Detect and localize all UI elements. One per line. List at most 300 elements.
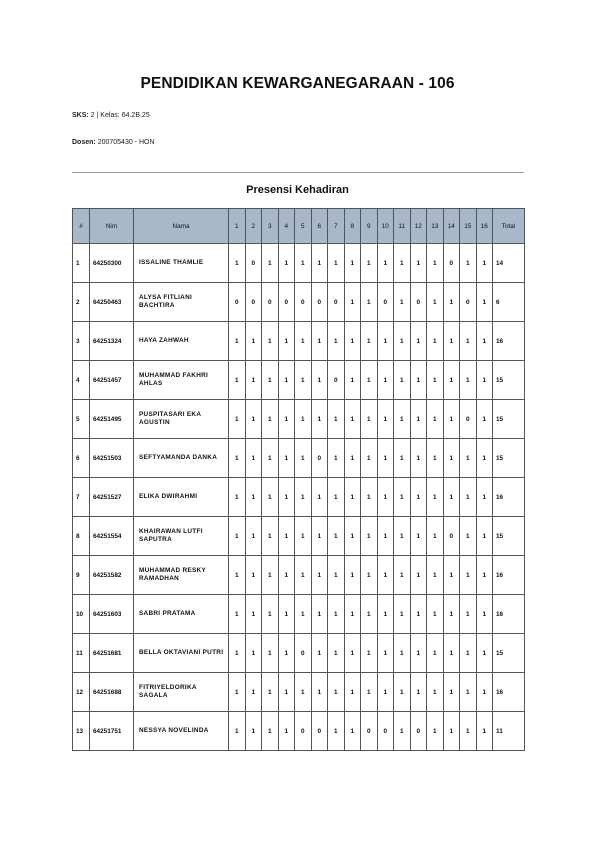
row-number: 1 [73, 244, 90, 283]
attendance-mark: 1 [245, 439, 262, 478]
attendance-mark: 1 [476, 400, 493, 439]
attendance-mark: 1 [377, 244, 394, 283]
attendance-mark: 1 [377, 595, 394, 634]
dosen-label: Dosen: [72, 139, 96, 146]
attendance-mark: 1 [410, 361, 427, 400]
attendance-mark: 1 [328, 556, 345, 595]
attendance-mark: 1 [460, 517, 477, 556]
attendance-mark: 1 [443, 283, 460, 322]
student-name: HAYA ZAHWAH [134, 322, 229, 361]
attendance-mark: 1 [344, 517, 361, 556]
attendance-mark: 1 [328, 439, 345, 478]
attendance-mark: 1 [229, 712, 246, 751]
page-title: PENDIDIKAN KEWARGANEGARAAN - 106 [140, 75, 455, 92]
attendance-mark: 1 [476, 712, 493, 751]
attendance-mark: 0 [361, 712, 378, 751]
attendance-mark: 1 [344, 712, 361, 751]
attendance-mark: 1 [328, 322, 345, 361]
attendance-mark: 1 [410, 517, 427, 556]
attendance-mark: 1 [311, 361, 328, 400]
attendance-mark: 1 [377, 322, 394, 361]
row-number: 6 [73, 439, 90, 478]
column-header: Total [493, 209, 525, 244]
attendance-mark: 1 [311, 595, 328, 634]
attendance-total: 15 [493, 361, 525, 400]
attendance-mark: 1 [344, 439, 361, 478]
attendance-total: 15 [493, 517, 525, 556]
attendance-total: 14 [493, 244, 525, 283]
table-row [73, 595, 525, 634]
student-name: NESSYA NOVELINDA [134, 712, 229, 751]
attendance-total: 16 [493, 478, 525, 517]
row-number: 12 [73, 673, 90, 712]
attendance-mark: 1 [377, 400, 394, 439]
attendance-total: 15 [493, 400, 525, 439]
attendance-mark: 1 [394, 556, 411, 595]
attendance-mark: 1 [295, 322, 312, 361]
attendance-mark: 1 [262, 517, 279, 556]
table-row [73, 244, 525, 283]
attendance-mark: 1 [427, 556, 444, 595]
attendance-mark: 0 [443, 244, 460, 283]
column-header: 3 [262, 209, 279, 244]
row-number: 10 [73, 595, 90, 634]
attendance-mark: 0 [295, 283, 312, 322]
attendance-mark: 1 [361, 244, 378, 283]
dosen-value: 200705430 - HON [97, 139, 155, 146]
attendance-mark: 1 [394, 634, 411, 673]
attendance-mark: 1 [377, 556, 394, 595]
attendance-mark: 1 [229, 361, 246, 400]
lecturer-info [72, 139, 155, 146]
row-number: 2 [73, 283, 90, 322]
column-header: 6 [311, 209, 328, 244]
attendance-mark: 1 [344, 283, 361, 322]
table-row [73, 400, 525, 439]
student-name: SABRI PRATAMA [134, 595, 229, 634]
attendance-mark: 1 [361, 283, 378, 322]
row-number: 8 [73, 517, 90, 556]
attendance-mark: 1 [311, 634, 328, 673]
attendance-mark: 1 [311, 556, 328, 595]
attendance-mark: 1 [443, 556, 460, 595]
attendance-mark: 1 [328, 712, 345, 751]
attendance-mark: 1 [344, 556, 361, 595]
attendance-mark: 1 [427, 634, 444, 673]
student-name: MUHAMMAD RESKY RAMADHAN [134, 556, 229, 595]
student-name: BELLA OKTAVIANI PUTRI [134, 634, 229, 673]
column-header: 12 [410, 209, 427, 244]
attendance-mark: 1 [245, 400, 262, 439]
column-header: 8 [344, 209, 361, 244]
attendance-mark: 1 [278, 400, 295, 439]
attendance-mark: 1 [427, 244, 444, 283]
attendance-mark: 1 [443, 595, 460, 634]
attendance-mark: 1 [344, 634, 361, 673]
attendance-table [72, 208, 525, 751]
student-nim: 64251688 [90, 673, 134, 712]
attendance-mark: 1 [443, 478, 460, 517]
attendance-mark: 1 [460, 712, 477, 751]
table-row [73, 517, 525, 556]
attendance-mark: 1 [460, 634, 477, 673]
row-number: 7 [73, 478, 90, 517]
attendance-mark: 1 [394, 517, 411, 556]
attendance-mark: 1 [394, 673, 411, 712]
section-title: Presensi Kehadiran [246, 184, 349, 196]
attendance-mark: 1 [229, 556, 246, 595]
attendance-mark: 0 [460, 400, 477, 439]
attendance-mark: 1 [278, 244, 295, 283]
attendance-mark: 1 [427, 322, 444, 361]
sks-label: SKS: [72, 112, 89, 119]
attendance-mark: 1 [344, 595, 361, 634]
attendance-mark: 1 [377, 439, 394, 478]
attendance-mark: 0 [311, 439, 328, 478]
attendance-mark: 1 [229, 439, 246, 478]
column-header: 5 [295, 209, 312, 244]
table-row [73, 322, 525, 361]
attendance-mark: 1 [295, 556, 312, 595]
attendance-mark: 1 [295, 595, 312, 634]
attendance-total: 16 [493, 595, 525, 634]
attendance-mark: 1 [460, 556, 477, 595]
table-body [73, 244, 525, 751]
attendance-mark: 1 [344, 673, 361, 712]
attendance-mark: 1 [344, 478, 361, 517]
attendance-mark: 0 [295, 634, 312, 673]
attendance-mark: 0 [262, 283, 279, 322]
attendance-mark: 1 [476, 556, 493, 595]
attendance-mark: 1 [245, 634, 262, 673]
attendance-mark: 1 [262, 361, 279, 400]
attendance-mark: 1 [427, 478, 444, 517]
attendance-mark: 1 [278, 361, 295, 400]
attendance-mark: 1 [377, 478, 394, 517]
attendance-mark: 1 [476, 478, 493, 517]
attendance-mark: 1 [262, 712, 279, 751]
attendance-mark: 1 [278, 712, 295, 751]
column-header: 13 [427, 209, 444, 244]
attendance-mark: 1 [229, 478, 246, 517]
attendance-mark: 1 [476, 634, 493, 673]
column-header: 9 [361, 209, 378, 244]
attendance-mark: 1 [229, 244, 246, 283]
attendance-mark: 1 [476, 673, 493, 712]
attendance-total: 16 [493, 322, 525, 361]
attendance-mark: 1 [460, 244, 477, 283]
attendance-mark: 0 [245, 283, 262, 322]
student-nim: 64251503 [90, 439, 134, 478]
course-info [72, 112, 150, 119]
attendance-mark: 0 [377, 283, 394, 322]
attendance-mark: 1 [443, 400, 460, 439]
attendance-mark: 1 [278, 595, 295, 634]
attendance-mark: 1 [460, 322, 477, 361]
attendance-mark: 1 [278, 478, 295, 517]
attendance-mark: 1 [476, 439, 493, 478]
attendance-mark: 1 [361, 478, 378, 517]
attendance-mark: 1 [410, 244, 427, 283]
column-header: 2 [245, 209, 262, 244]
attendance-mark: 1 [245, 517, 262, 556]
attendance-mark: 1 [262, 400, 279, 439]
attendance-mark: 1 [377, 634, 394, 673]
attendance-total: 11 [493, 712, 525, 751]
table-row [73, 673, 525, 712]
attendance-mark: 1 [295, 400, 312, 439]
attendance-mark: 0 [328, 283, 345, 322]
attendance-mark: 0 [311, 283, 328, 322]
row-number: 13 [73, 712, 90, 751]
attendance-mark: 1 [460, 595, 477, 634]
attendance-mark: 1 [344, 400, 361, 439]
attendance-mark: 1 [328, 634, 345, 673]
attendance-mark: 1 [245, 361, 262, 400]
column-header: 10 [377, 209, 394, 244]
attendance-total: 15 [493, 634, 525, 673]
attendance-mark: 1 [278, 556, 295, 595]
attendance-mark: 1 [311, 478, 328, 517]
divider [72, 172, 524, 173]
row-number: 9 [73, 556, 90, 595]
student-nim: 64251554 [90, 517, 134, 556]
attendance-mark: 1 [229, 595, 246, 634]
attendance-mark: 1 [278, 439, 295, 478]
student-name: ISSALINE THAMLIE [134, 244, 229, 283]
attendance-mark: 1 [427, 283, 444, 322]
attendance-mark: 1 [361, 439, 378, 478]
attendance-mark: 0 [410, 712, 427, 751]
attendance-mark: 1 [295, 478, 312, 517]
attendance-mark: 1 [460, 439, 477, 478]
attendance-mark: 1 [476, 361, 493, 400]
attendance-mark: 0 [328, 361, 345, 400]
attendance-mark: 1 [328, 400, 345, 439]
attendance-mark: 1 [361, 673, 378, 712]
table-row [73, 712, 525, 751]
student-name: SEFTYAMANDA DANKA [134, 439, 229, 478]
attendance-mark: 1 [394, 244, 411, 283]
attendance-mark: 1 [427, 361, 444, 400]
attendance-mark: 1 [229, 673, 246, 712]
attendance-mark: 1 [278, 673, 295, 712]
attendance-mark: 0 [245, 244, 262, 283]
attendance-mark: 1 [311, 244, 328, 283]
attendance-mark: 1 [476, 244, 493, 283]
attendance-mark: 1 [361, 556, 378, 595]
student-nim: 64251681 [90, 634, 134, 673]
attendance-mark: 0 [311, 712, 328, 751]
attendance-mark: 1 [344, 244, 361, 283]
attendance-mark: 1 [377, 361, 394, 400]
attendance-mark: 1 [311, 400, 328, 439]
attendance-mark: 1 [460, 478, 477, 517]
student-nim: 64251603 [90, 595, 134, 634]
attendance-mark: 0 [295, 712, 312, 751]
attendance-mark: 1 [427, 517, 444, 556]
attendance-mark: 1 [460, 361, 477, 400]
student-nim: 64251495 [90, 400, 134, 439]
column-header: 16 [476, 209, 493, 244]
table-row [73, 439, 525, 478]
row-number: 4 [73, 361, 90, 400]
attendance-total: 6 [493, 283, 525, 322]
attendance-mark: 1 [262, 322, 279, 361]
student-nim: 64251457 [90, 361, 134, 400]
attendance-mark: 1 [295, 244, 312, 283]
attendance-mark: 1 [262, 439, 279, 478]
attendance-mark: 1 [278, 322, 295, 361]
attendance-mark: 1 [443, 712, 460, 751]
attendance-mark: 1 [229, 517, 246, 556]
attendance-mark: 1 [229, 322, 246, 361]
attendance-mark: 1 [361, 634, 378, 673]
student-name: PUSPITASARI EKA AGUSTIN [134, 400, 229, 439]
attendance-mark: 1 [394, 322, 411, 361]
attendance-mark: 1 [443, 322, 460, 361]
row-number: 3 [73, 322, 90, 361]
attendance-mark: 1 [295, 361, 312, 400]
student-name: MUHAMMAD FAKHRI AHLAS [134, 361, 229, 400]
attendance-mark: 1 [245, 322, 262, 361]
attendance-mark: 1 [361, 361, 378, 400]
table-header-row [73, 209, 525, 244]
attendance-mark: 1 [427, 673, 444, 712]
attendance-mark: 1 [443, 439, 460, 478]
attendance-mark: 1 [394, 595, 411, 634]
attendance-mark: 1 [245, 595, 262, 634]
attendance-mark: 1 [311, 673, 328, 712]
attendance-mark: 1 [295, 517, 312, 556]
attendance-mark: 1 [427, 400, 444, 439]
student-name: ELIKA DWIRAHMI [134, 478, 229, 517]
attendance-mark: 1 [262, 556, 279, 595]
attendance-mark: 1 [262, 478, 279, 517]
student-nim: 64251527 [90, 478, 134, 517]
attendance-mark: 1 [229, 400, 246, 439]
attendance-mark: 1 [295, 673, 312, 712]
attendance-total: 16 [493, 673, 525, 712]
column-header: 1 [229, 209, 246, 244]
student-nim: 64250463 [90, 283, 134, 322]
attendance-mark: 1 [377, 673, 394, 712]
student-nim: 64251751 [90, 712, 134, 751]
attendance-total: 15 [493, 439, 525, 478]
attendance-mark: 1 [245, 712, 262, 751]
attendance-mark: 1 [278, 517, 295, 556]
attendance-mark: 1 [262, 595, 279, 634]
attendance-mark: 1 [410, 595, 427, 634]
attendance-mark: 1 [328, 595, 345, 634]
attendance-mark: 1 [344, 361, 361, 400]
attendance-mark: 1 [328, 517, 345, 556]
column-header: Nim [90, 209, 134, 244]
row-number: 5 [73, 400, 90, 439]
table-row [73, 556, 525, 595]
attendance-mark: 1 [311, 517, 328, 556]
attendance-mark: 1 [410, 634, 427, 673]
student-name: KHAIRAWAN LUTFI SAPUTRA [134, 517, 229, 556]
table-row [73, 634, 525, 673]
attendance-total: 16 [493, 556, 525, 595]
student-nim: 64250300 [90, 244, 134, 283]
attendance-mark: 1 [443, 361, 460, 400]
attendance-mark: 1 [245, 673, 262, 712]
attendance-mark: 1 [344, 322, 361, 361]
attendance-mark: 1 [361, 400, 378, 439]
attendance-mark: 1 [278, 634, 295, 673]
attendance-mark: 1 [410, 439, 427, 478]
attendance-mark: 1 [394, 478, 411, 517]
attendance-mark: 1 [377, 517, 394, 556]
attendance-mark: 1 [394, 400, 411, 439]
attendance-mark: 1 [245, 478, 262, 517]
attendance-mark: 0 [443, 517, 460, 556]
attendance-mark: 1 [476, 283, 493, 322]
column-header: 11 [394, 209, 411, 244]
table-row [73, 283, 525, 322]
row-number: 11 [73, 634, 90, 673]
attendance-mark: 0 [278, 283, 295, 322]
attendance-mark: 1 [443, 673, 460, 712]
student-nim: 64251324 [90, 322, 134, 361]
column-header: # [73, 209, 90, 244]
attendance-mark: 1 [328, 673, 345, 712]
attendance-mark: 1 [328, 244, 345, 283]
attendance-mark: 1 [262, 673, 279, 712]
attendance-mark: 0 [229, 283, 246, 322]
student-name: ALYSA FITLIANI BACHTIRA [134, 283, 229, 322]
attendance-mark: 1 [476, 322, 493, 361]
table-row [73, 361, 525, 400]
attendance-mark: 1 [427, 439, 444, 478]
attendance-mark: 1 [394, 283, 411, 322]
student-nim: 64251582 [90, 556, 134, 595]
attendance-mark: 1 [295, 439, 312, 478]
attendance-mark: 1 [427, 595, 444, 634]
attendance-mark: 1 [410, 322, 427, 361]
sks-value: 2 | Kelas: 64.2B.25 [90, 112, 150, 119]
column-header: 4 [278, 209, 295, 244]
attendance-mark: 1 [262, 244, 279, 283]
attendance-mark: 1 [410, 478, 427, 517]
student-name: FITRIYELDORIKA SAGALA [134, 673, 229, 712]
attendance-mark: 1 [328, 478, 345, 517]
column-header: 14 [443, 209, 460, 244]
attendance-mark: 1 [427, 712, 444, 751]
attendance-mark: 1 [410, 673, 427, 712]
attendance-mark: 1 [361, 595, 378, 634]
attendance-mark: 1 [394, 712, 411, 751]
attendance-mark: 1 [443, 634, 460, 673]
attendance-mark: 1 [410, 556, 427, 595]
attendance-mark: 1 [262, 634, 279, 673]
attendance-mark: 1 [361, 517, 378, 556]
column-header: 15 [460, 209, 477, 244]
attendance-mark: 1 [229, 634, 246, 673]
attendance-mark: 0 [460, 283, 477, 322]
attendance-mark: 1 [394, 439, 411, 478]
attendance-mark: 0 [410, 283, 427, 322]
attendance-mark: 1 [460, 673, 477, 712]
attendance-mark: 1 [311, 322, 328, 361]
column-header: 7 [328, 209, 345, 244]
attendance-mark: 1 [394, 361, 411, 400]
attendance-mark: 1 [476, 595, 493, 634]
attendance-mark: 1 [361, 322, 378, 361]
attendance-mark: 1 [410, 400, 427, 439]
